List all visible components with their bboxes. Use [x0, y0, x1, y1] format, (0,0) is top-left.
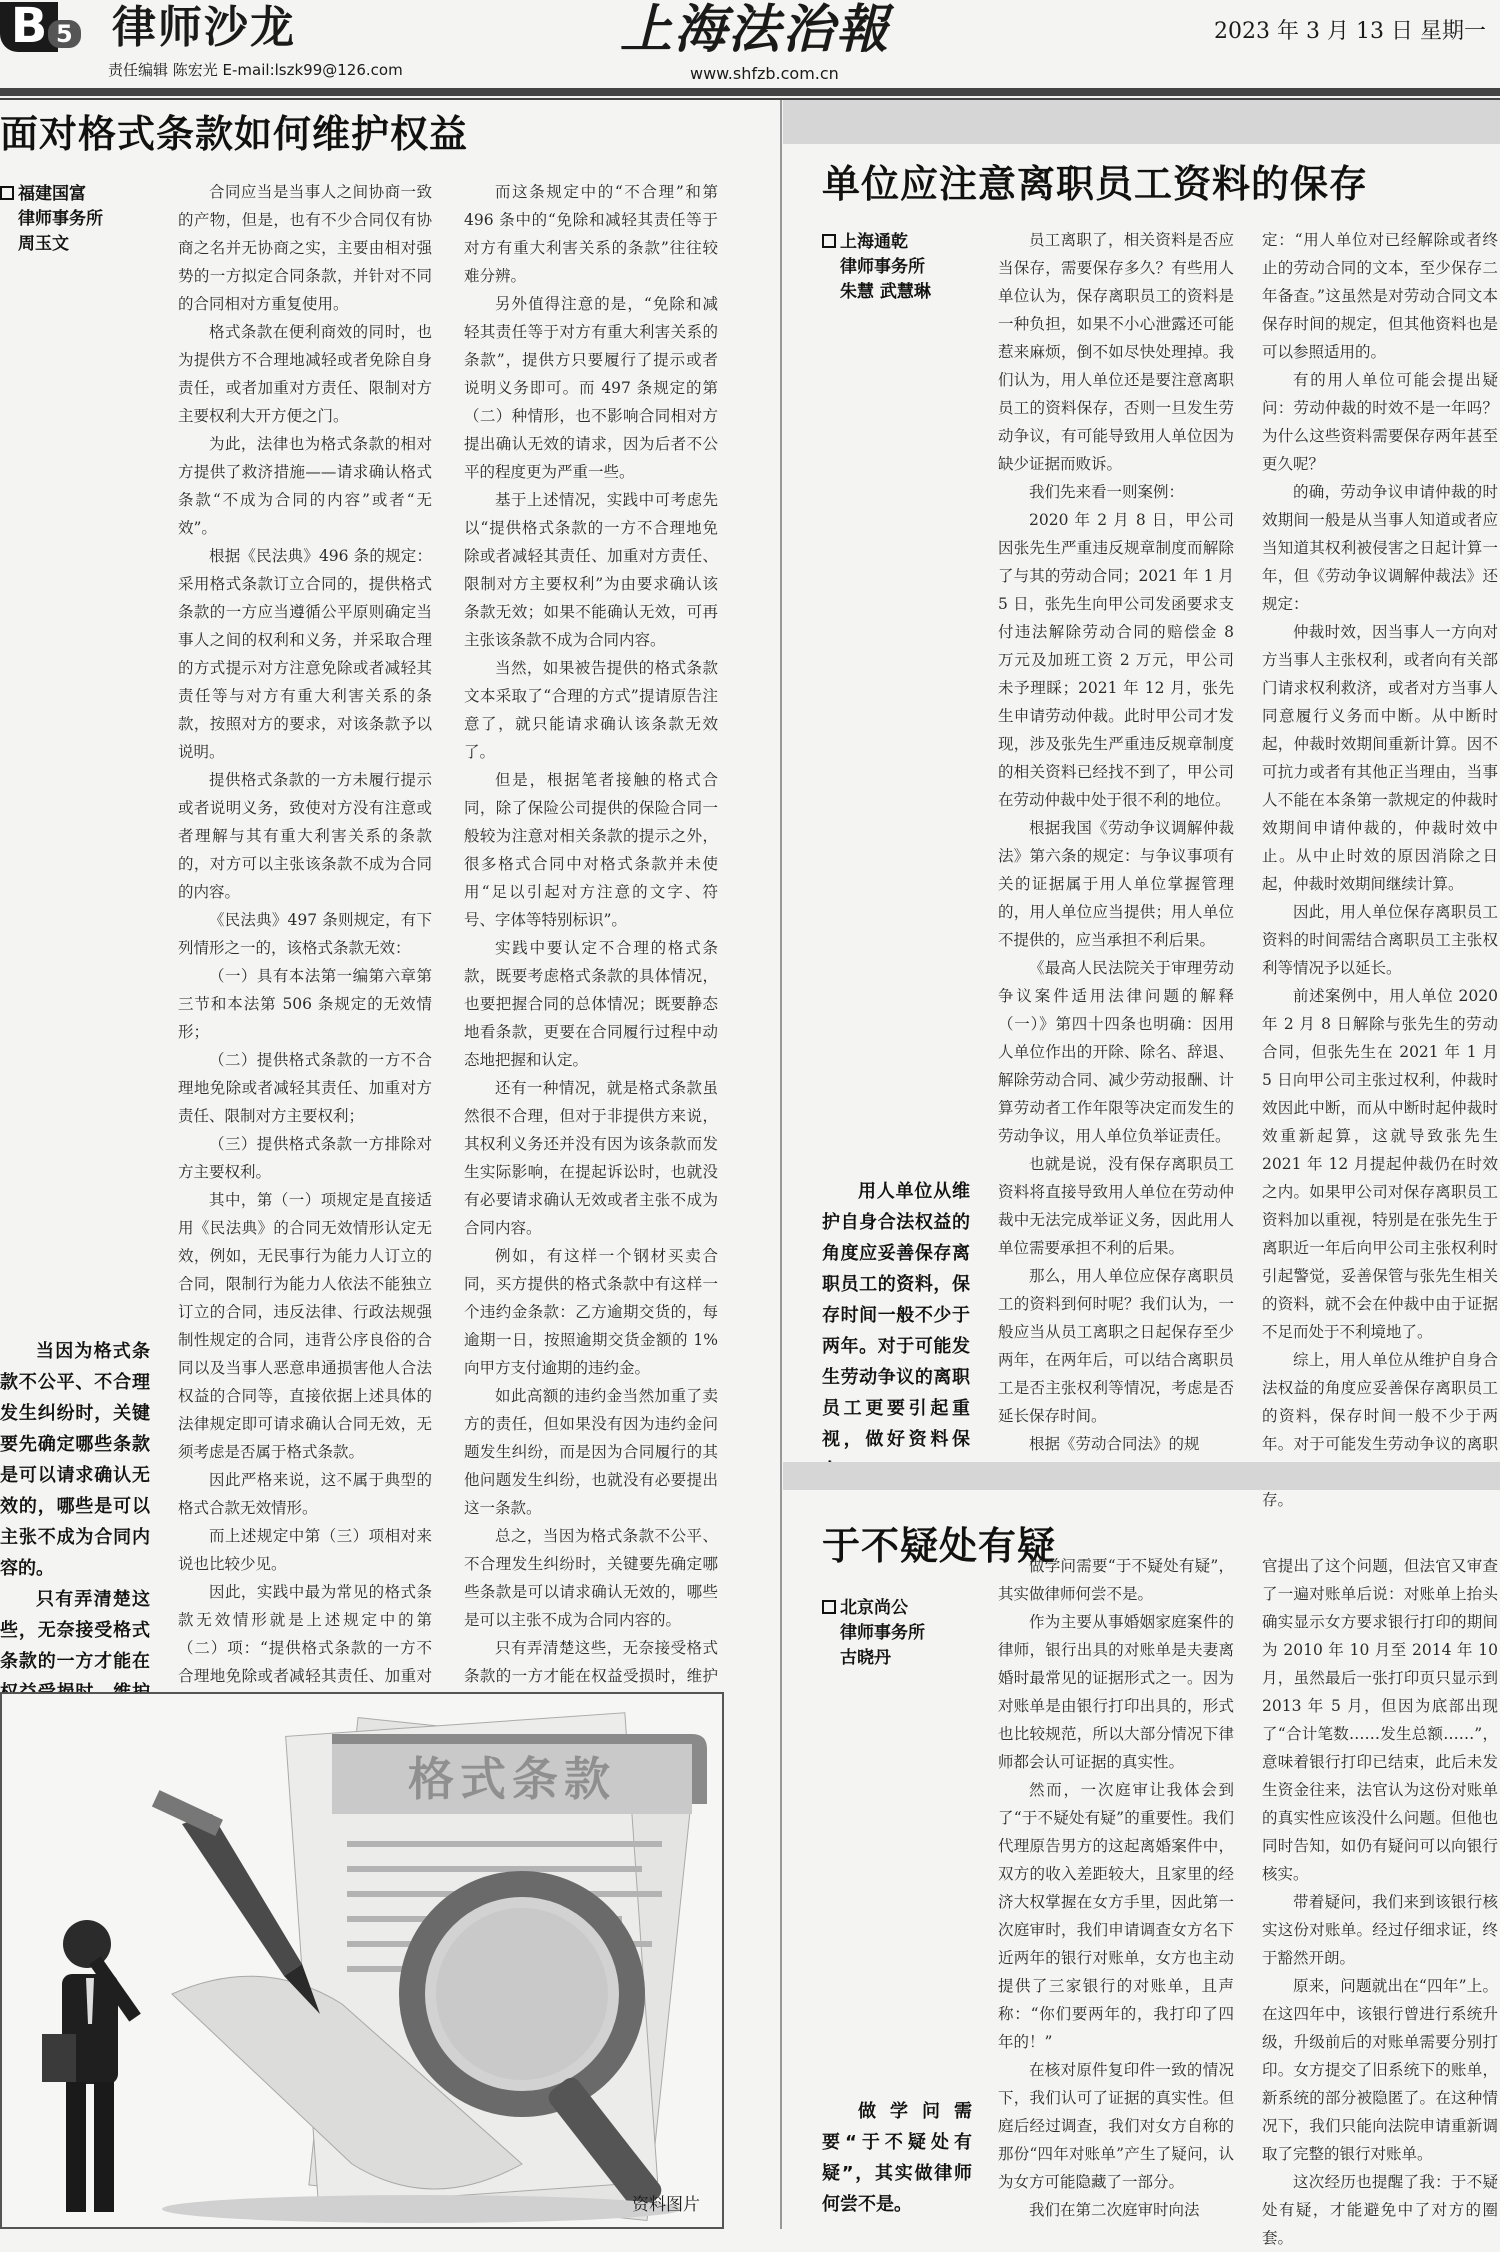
article3-title: 于不疑处有疑 [822, 1524, 1057, 1568]
article1-pull-quote: 当因为格式条款不公平、不合理发生纠纷时，关键要先确定哪些条款是可以请求确认无效的，哪些是可以主张不成为合同内容的。 只有弄清楚这些，无奈接受格式条款的一方才能在 [0, 1341, 150, 1672]
editor-line: 责任编辑 陈宏光 E-mail:lszk99@126.com [108, 61, 403, 79]
header-rule [0, 88, 1500, 96]
square-marker-icon [822, 234, 836, 248]
article3-top-band [783, 1462, 1500, 1490]
square-marker-icon [0, 186, 14, 200]
article2-column-1: 员工离职了，相关资料是否应当保存，需要保存多久？有些用人单位认为，保存离职员工的资料是一种负担，如果不小心泄露还可能惹来麻烦，倒不如尽快处理掉。我们认为，用人单位还是要注意离职员工的资料保存，否则一旦发生劳动争议，有可能导致用人单位因为缺少证据而败诉。 我们先来看一则案例： 2020 年 2 月 8 日，甲公司因张先生严重违反规章制度而解除了与其的劳动合同；2021 年 1 月 5 日，张先生向甲公司发函要求支付违法解除劳动合同的赔偿金 8 万元及加班工资 2 万元，甲公司未予理睬；2021 年 12 月，张先生申请劳动仲裁。此时甲公司才发现，涉及张先生严重违反规章制度的相关资料已经找不到了，甲公司在劳动仲裁中处于很不利的地位。 根据我国《劳动争议调解仲裁法》第六条的规定：与争议事项有关的证据属于用人单位掌握管理的，用人单位应当提供；用人单位不提供的，应当承担不利后果。 《最高人民法院关于审理劳动争议案件适用法律问题的解释（一）》第四十四条也明确：因用人单位作出的开除、除名、辞退、解除劳动合同、减少劳动报酬、计算劳动者工作年限等决定而发生的劳动争议，用人单位负举证责任。 也就是说，没有保存离职员工资料将直接导致用人单位在劳动仲裁中无法完成举证义务，因此用人单位需要承担不利的后果。 那么，用人单位应保存离职员工的资料到何时呢？我们认为，一般应当从员工离职之日起保存至少两年，在两年后，可以结合离职员工是否主张权利等情况，考虑是否延长保存时间。 根据《劳动合同法》的规 [998, 231, 1234, 1453]
page-badge [0, 0, 108, 52]
square-marker-icon [822, 1600, 836, 1614]
article2-title: 单位应注意离职员工资料的保存 [822, 162, 1369, 206]
column-divider [780, 100, 782, 2229]
article3-byline: 北京尚公 律师事务所 古晓丹 [822, 1596, 1002, 1671]
section-title: 律师沙龙 [112, 2, 296, 53]
issue-date: 2023 年 3 月 13 日 星期一 [1214, 19, 1486, 44]
illustration-banner-text: 格式条款 [408, 1752, 616, 1806]
article3-pull-quote: 做学问需要“于不疑处有疑”，其实做律师何尝不是。 [822, 2101, 972, 2215]
article1-illustration [0, 1692, 724, 2229]
page-number: 5 [48, 20, 81, 48]
image-caption: 资料图片 [632, 2195, 700, 2215]
website-link[interactable]: www.shfzb.com.cn [690, 64, 839, 83]
article3-column-1: 做学问需要“于不疑处有疑”，其实做律师何尝不是。 作为主要从事婚姻家庭案件的律师，银行出具的对账单是夫妻离婚时最常见的证据形式之一。因为对账单是由银行打印出具的，形式也比较规范，所以大部分情况下律师都会认可证据的真实性。 然而，一次庭审让我体会到了“于不疑处有疑”的重要性。我们代理原告男方的这起离婚案件中，双方的收入差距较大，且家里的经济大权掌握在女方手里，因此第一次庭审时，我们申请调查女方名下近两年的银行对账单，女方也主动提供了三家银行的对账单，且声称：“你们要两年的，我打印了四年的！” 在核对原件复印件一致的情况下，我们认可了证据的真实性。但庭后经过调查，我们对女方自称的那份“四年对账单”产生了疑问，认为女方可能隐藏了一部分。 我们在第二次庭审时向法 [998, 1557, 1234, 2219]
masthead-logo: 上海法治報 [620, 0, 891, 60]
article1-byline: 福建国富 律师事务所 周玉文 [0, 182, 170, 257]
article2-byline: 上海通乾 律师事务所 朱慧 武慧琳 [822, 230, 1022, 305]
article2-column-2: 定：“用人单位对已经解除或者终止的劳动合同的文本，至少保存二年备查。”这虽然是对劳动合同文本保存时间的规定，但其他资料也是可以参照适用的。 有的用人单位可能会提出疑问：劳动仲裁的时效不是一年吗？为什么这些资料需要保存两年甚至更久呢？ 的确，劳动争议申请仲裁的时效期间一般是从当事人知道或者应当知道其权利被侵害之日起计算一年，但《劳动争议调解仲裁法》还规定： 仲裁时效，因当事人一方向对方当事人主张权利，或者向有关部门请求权利救济，或者对方当事人同意履行义务而中断。从中断时起，仲裁时效期间重新计算。因不可抗力或者有其他正当理由，当事人不能在本条第一款规定的仲裁时效期间申请仲裁的，仲裁时效中止。从中止时效的原因消除之日起，仲裁时效期间继续计算。 因此，用人单位保存离职员工资料的时间需结合离职员工主张权利等情况予以延长。 前述案例中，用人单位 2020 年 2 月 8 日解除与张先生的劳动合同，但张先生在 2021 年 1 月 5 日向甲公司主张过权利，仲裁时效因此中断，而从中断时起仲裁时效重新起算，这就导致张先生 2021 年 12 月提起仲裁仍在时效之内。如果甲公司对保存离职员工资料加以重视，特别是在张先生于离职近一年后向甲公司主张权利时引起警觉，妥善保管与张先生相关的资料，就不会在仲裁中由于证据不足而处于不利境地了。 综上，用人单位从维护自身合法权益的角度应妥善保存离职员工的资料，保存时间一般不少于两年。对于可能发生劳动争议的离职 存。 [1262, 231, 1498, 1509]
article3-column-2: 官提出了这个问题，但法官又审查了一遍对账单后说：对账单上抬头确实显示女方要求银行打印的期间为 2010 年 10 月至 2014 年 10 月，虽然最后一张打印页只显示到 2013 年 5 月，但因为底部出现了“合计笔数……发生总额……”，意味着银行打印已结束，此后未发生资金往来，法官认为这份对账单的真实性应该没什么问题。但他也同时告知，如仍有疑问可以向银行核实。 带着疑问，我们来到该银行核实这份对账单。经过仔细求证，终于豁然开朗。 原来，问题就出在“四年”上。在这四年中，该银行曾进行系统升级，升级前后的对账单需要分别打印。女方提交了旧系统下的账单，新系统的部分被隐匿了。在这种情况下，我们只能向法院申请重新调取了完整的银行对账单。 这次经历也提醒了我：于不疑处有疑，才能避免中了对方的圈套。 [1262, 1557, 1498, 2247]
article1-column-2: 而这条规定中的“不合理”和第 496 条中的“免除和减轻其责任等于对方有重大利害关系的条款”往往较难分辨。 另外值得注意的是，“免除和减轻其责任等于对方有重大利害关系的条款”，提供方只要履行了提示或者说明义务即可。而 497 条规定的第（二）种情形，也不影响合同相对方提出确认无效的请求，因为后者不公平的程度更为严重一些。 基于上述情况，实践中可考虑先以“提供格式条款的一方不合理地免除或者减轻其责任、加重对方责任、限制对方主要权利”为由要求确认该条款无效；如果不能确认无效，可再主张该条款不成为合同内容。 当然，如果被告提供的格式条款文本采取了“合理的方式”提请原告注意了，就只能请求确认该条款无效了。 但是，根据笔者接触的格式合同，除了保险公司提供的保险合同一般较为注意对相关条款的提示之外，很多格式合同中对格式条款并未使用“足以引起对方注意的文字、符号、字体等特别标识”。 实践中要认定不合理的格式条款，既要考虑格式条款的具体情况，也要把握合同的总体情况；既要静态地看条款，更要在合同履行过程中动态地把握和认定。 还有一种情况，就是格式条款虽然很不合理，但对于非提供方来说，其权利义务还并没有因为该条款而发生实际影响，在提起诉讼时，也就没有必要请求确认无效或者主张不成为合同内容。 例如，有这样一个钢材买卖合同，买方提供的格式条款中有这样一个违约金条款：乙方逾期交货的，每逾期一日，按照逾期交货金额的 1%向甲方支付逾期的违约金。 如此高额的违约金当然加重了卖方的责任，但如果没有因为违约金问题发生纠纷，而是因为合同履行的其他问题发生纠纷，也就没有必要提出这一条款。 总之，当因为格式条款不公平、不合理发生纠纷时，关键要先确定哪些条款是可以请求确认无效的，哪些是可以主张不成为合同内容的。 只有弄清楚这些，无奈接受格式条款的一方才能在权益受损时，维护 [464, 183, 718, 1685]
article2-pull-quote: 用人单位从维护自身合法权益的角度应妥善保存离职员工的资料，保存时间一般不少于两年。对于可能发生劳动争议的离职员工更要引起重视，做好资料保 [822, 1181, 970, 1450]
article1-title: 面对格式条款如何维护权益 [0, 112, 469, 156]
article1-column-1: 合同应当是当事人之间协商一致的产物，但是，也有不少合同仅有协商之名并无协商之实，主要由相对强势的一方拟定合同条款，并针对不同的合同相对方重复使用。 格式条款在便利商效的同时，也为提供方不合理地减轻或者免除自身责任，或者加重对方责任、限制对方主要权利大开方便之门。 为此，法律也为格式条款的相对方提供了救济措施——请求确认格式条款“不成为合同的内容”或者“无效”。 根据《民法典》496 条的规定：采用格式条款订立合同的，提供格式条款的一方应当遵循公平原则确定当事人之间的权利和义务，并采取合理的方式提示对方注意免除或者减轻其责任等与对方有重大利害关系的条款，按照对方的要求，对该条款予以说明。 提供格式条款的一方未履行提示或者说明义务，致使对方没有注意或者理解与其有重大利害关系的条款的，对方可以主张该条款不成为合同的内容。 《民法典》497 条则规定，有下列情形之一的，该格式条款无效： （一）具有本法第一编第六章第三节和本法第 506 条规定的无效情形； （二）提供格式条款的一方不合理地免除或者减轻其责任、加重对方责任、限制对方主要权利； （三）提供格式条款一方排除对方主要权利。 其中，第（一）项规定是直接适用《民法典》的合同无效情形认定无效，例如，无民事行为能力人订立的合同，限制行为能力人依法不能独立订立的合同，违反法律、行政法规强制性规定的合同，违背公序良俗的合同以及当事人恶意串通损害他人合法权益的合同等，直接依据上述具体的法律规定即可请求确认合同无效，无须考虑是否属于格式条款。 因此严格来说，这不属于典型的格式合款无效情形。 而上述规定中第（三）项相对来说也比较少见。 因此，实践中最为常见的格式条款无效情形就是上述规定中的第（二）项：“提供格式条款的一方不合理地免除或者减轻其责任、加重对 [178, 183, 432, 1685]
article2-top-band [783, 100, 1500, 144]
page-letter: B [0, 2, 58, 52]
